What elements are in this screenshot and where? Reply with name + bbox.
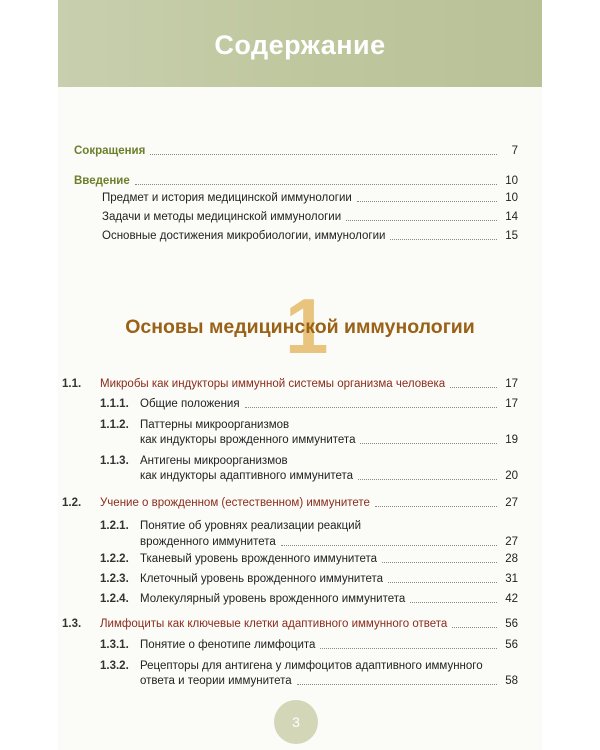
leader-dots: [360, 443, 497, 444]
entry-label: Предмет и история медицинской иммунологии: [102, 192, 352, 204]
entry-page: 56: [505, 618, 518, 630]
toc-entry-abbreviations[interactable]: [74, 144, 518, 159]
page-title: Содержание: [214, 30, 386, 60]
entry-page: 56: [505, 639, 518, 651]
entry-label: Задачи и методы медицинской иммунологии: [102, 211, 342, 223]
entry-page: 58: [505, 675, 518, 687]
section-number: 1.2.: [62, 497, 82, 509]
entry-page: 19: [505, 434, 518, 446]
entry-page: 28: [505, 553, 518, 565]
leader-dots: [357, 201, 497, 202]
toc-entry-1-2[interactable]: [100, 496, 518, 511]
entry-label: Сокращения: [74, 145, 146, 157]
entry-page: 31: [505, 573, 518, 585]
leader-dots: [245, 407, 497, 408]
leader-dots: [390, 239, 497, 240]
entry-label: Молекулярный уровень врожденного иммунитета: [140, 593, 406, 605]
entry-label-line2: врожденного иммунитета: [140, 536, 276, 548]
leader-dots: [358, 479, 497, 480]
entry-page: 10: [505, 192, 518, 204]
leader-dots: [346, 220, 497, 221]
section-number: 1.3.2.: [100, 660, 129, 672]
entry-label-line1: Рецепторы для антигена у лимфоцитов адаптивного иммунного: [140, 660, 483, 672]
entry-label-line2: ответа и теории иммунитета: [140, 675, 292, 687]
section-number: 1.1.2.: [100, 419, 129, 431]
entry-page: 15: [505, 230, 518, 242]
toc-entry-1-2-4[interactable]: [140, 592, 518, 607]
section-number: 1.3.: [62, 618, 82, 630]
leader-dots: [410, 602, 497, 603]
entry-page: 20: [505, 470, 518, 482]
leader-dots: [320, 648, 497, 649]
toc-entry-intro-2[interactable]: [102, 210, 518, 225]
toc-page: [58, 0, 542, 750]
entry-page: 27: [505, 536, 518, 548]
section-number: 1.2.1.: [100, 520, 129, 532]
entry-page: 27: [505, 497, 518, 509]
toc-entry-introduction[interactable]: [74, 174, 518, 189]
toc-entry-1-3-2[interactable]: [140, 674, 518, 689]
entry-label: Основные достижения микробиологии, иммунологии: [102, 230, 386, 242]
toc-entry-1-3-1[interactable]: [140, 638, 518, 653]
header-band: [58, 0, 542, 87]
leader-dots: [452, 627, 497, 628]
entry-label: Общие положения: [140, 398, 240, 410]
entry-page: 17: [505, 378, 518, 390]
leader-dots: [375, 506, 497, 507]
entry-label-line2: как индукторы адаптивного иммунитета: [140, 470, 354, 482]
section-number: 1.1.1.: [100, 398, 129, 410]
entry-label-line2: как индукторы врожденного иммунитета: [140, 434, 356, 446]
entry-label: Микробы как индукторы иммунной системы организма человека: [100, 378, 446, 390]
leader-dots: [135, 184, 497, 185]
entry-page: 14: [505, 211, 518, 223]
section-number: 1.1.3.: [100, 455, 129, 467]
leader-dots: [297, 684, 497, 685]
part-title: Основы медицинской иммунологии: [125, 316, 475, 338]
section-number: 1.2.3.: [100, 573, 129, 585]
leader-dots: [388, 582, 497, 583]
leader-dots: [450, 387, 497, 388]
entry-label-line1: Антигены микроорганизмов: [140, 455, 288, 467]
section-number: 1.1.: [62, 378, 82, 390]
toc-entry-intro-3[interactable]: [102, 229, 518, 244]
section-number: 1.3.1.: [100, 639, 129, 651]
entry-label: Понятие о фенотипе лимфоцита: [140, 639, 316, 651]
leader-dots: [150, 154, 497, 155]
leader-dots: [382, 562, 497, 563]
toc-entry-1-1-3[interactable]: [140, 469, 518, 484]
entry-label: Лимфоциты как ключевые клетки адаптивного иммунного ответа: [100, 618, 448, 630]
entry-label: Тканевый уровень врожденного иммунитета: [140, 553, 378, 565]
entry-page: 17: [505, 398, 518, 410]
entry-page: 7: [511, 145, 518, 157]
toc-entry-intro-1[interactable]: [102, 191, 518, 206]
entry-label-line1: Понятие об уровнях реализации реакций: [140, 520, 362, 532]
toc-entry-1-2-1[interactable]: [140, 535, 518, 550]
entry-label: Клеточный уровень врожденного иммунитета: [140, 573, 384, 585]
toc-entry-1-2-2[interactable]: [140, 552, 518, 567]
page-number-badge: 3: [274, 700, 318, 744]
toc-entry-1-1-2[interactable]: [140, 433, 518, 448]
entry-label: Учение о врожденном (естественном) иммунитете: [100, 497, 370, 509]
entry-label-line1: Паттерны микроорганизмов: [140, 419, 290, 431]
toc-entry-1-3[interactable]: [100, 617, 518, 632]
leader-dots: [281, 545, 497, 546]
section-number: 1.2.4.: [100, 593, 129, 605]
entry-page: 42: [505, 593, 518, 605]
entry-page: 10: [505, 175, 518, 187]
toc-entry-1-1[interactable]: [100, 377, 518, 392]
toc-entry-1-1-1[interactable]: [140, 397, 518, 412]
toc-entry-1-2-3[interactable]: [140, 572, 518, 587]
part-number: 1: [285, 282, 329, 370]
section-number: 1.2.2.: [100, 553, 129, 565]
entry-label: Введение: [74, 175, 130, 187]
